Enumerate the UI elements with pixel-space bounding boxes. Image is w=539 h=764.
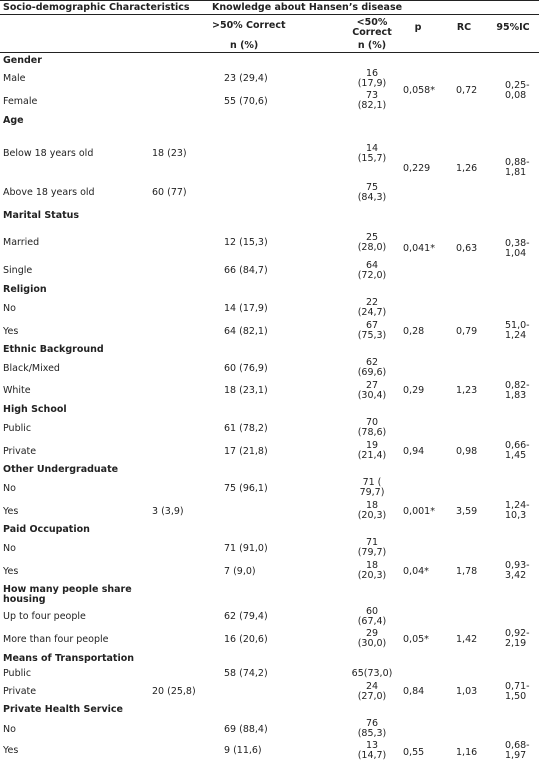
row-tr-private-ic-1: 0,71- [505, 681, 530, 692]
row-private-hs-lt-1: 19 [365, 440, 379, 451]
row-private-hs-p: 0,94 [403, 446, 425, 457]
top-rule [0, 0, 539, 1]
row-ug-yes-label: Yes [3, 506, 19, 517]
row-tr-private-rc: 1,03 [456, 686, 478, 697]
row-public-hs-label: Public [3, 423, 32, 434]
row-rel-yes-lt-2: (75,3) [357, 330, 387, 341]
row-tr-private-label: Private [3, 686, 37, 697]
row-ug-yes-lt-2: (20,3) [357, 510, 387, 521]
row-age-ic-1: 0,88- [505, 157, 530, 168]
row-tr-private-p: 0,84 [403, 686, 425, 697]
section-paid: Paid Occupation [3, 524, 90, 535]
section-ethnic: Ethnic Background [3, 344, 104, 355]
row-ug-yes-rc: 3,59 [456, 506, 478, 517]
row-white-lt-2: (30,4) [357, 390, 387, 401]
row-marital-rc: 0,63 [456, 243, 478, 254]
row-rel-no-lt-2: (24,7) [357, 307, 387, 318]
row-tr-private-ic-2: 1,50 [505, 691, 527, 702]
row-paid-yes-ic-2: 3,42 [505, 570, 527, 581]
header-lt50-line2: Correct [352, 27, 392, 38]
row-marital-ic-2: 1,04 [505, 248, 527, 259]
row-ug-no-lt-2: 79,7) [359, 487, 385, 498]
row-single-lt-1: 64 [365, 260, 379, 271]
row-more4-lt-1: 29 [365, 628, 379, 639]
row-single-label: Single [3, 265, 33, 276]
row-more4-p: 0,05* [403, 634, 429, 645]
section-highschool: High School [3, 404, 67, 415]
row-paid-no-label: No [3, 543, 16, 554]
row-gender-p: 0,058* [403, 85, 435, 96]
row-ph-yes-label: Yes [3, 745, 19, 756]
row-rel-no-label: No [3, 303, 16, 314]
row-ug-yes-ic-1: 1,24- [505, 500, 530, 511]
row-tr-public-lt: 65(73,0) [351, 668, 393, 679]
row-more4-label: More than four people [3, 634, 109, 645]
row-paid-yes-lt-2: (20,3) [357, 570, 387, 581]
row-single-gt: 66 (84,7) [224, 265, 268, 276]
row-public-hs-lt-1: 70 [365, 417, 379, 428]
row-ph-no-lt-2: (85,3) [357, 728, 387, 739]
row-rel-yes-lt-1: 67 [365, 320, 379, 331]
row-ph-no-label: No [3, 724, 16, 735]
row-below18-label: Below 18 years old [3, 148, 94, 159]
row-black-lt-2: (69,6) [357, 367, 387, 378]
row-white-rc: 1,23 [456, 385, 478, 396]
row-more4-rc: 1,42 [456, 634, 478, 645]
row-tr-public-gt: 58 (74,2) [224, 668, 268, 679]
row-paid-no-lt-1: 71 [365, 537, 379, 548]
row-public-hs-gt: 61 (78,2) [224, 423, 268, 434]
header-rule-2 [0, 52, 539, 53]
row-paid-yes-gt: 7 (9,0) [224, 566, 256, 577]
row-upto4-lt-1: 60 [365, 606, 379, 617]
row-married-label: Married [3, 237, 40, 248]
row-rel-yes-p: 0,28 [403, 326, 425, 337]
row-white-lt-1: 27 [365, 380, 379, 391]
row-paid-yes-lt-1: 18 [365, 560, 379, 571]
row-private-hs-gt: 17 (21,8) [224, 446, 268, 457]
row-black-gt: 60 (76,9) [224, 363, 268, 374]
row-ug-no-lt-1: 71 ( [362, 477, 382, 488]
header-ic: 95%IC [496, 22, 530, 33]
row-married-lt-1: 25 [365, 232, 379, 243]
row-upto4-label: Up to four people [3, 611, 86, 622]
section-housing-2: housing [3, 594, 46, 605]
row-rel-no-lt-1: 22 [365, 297, 379, 308]
row-male-lt-1: 16 [365, 68, 379, 79]
header-lt50-line1: <50% [356, 17, 388, 28]
row-private-hs-rc: 0,98 [456, 446, 478, 457]
row-female-gt: 55 (70,6) [224, 96, 268, 107]
row-age-ic-2: 1,81 [505, 167, 527, 178]
row-below18-extra: 18 (23) [152, 148, 187, 159]
row-age-rc: 1,26 [456, 163, 478, 174]
row-age-p: 0,229 [403, 163, 431, 174]
row-paid-yes-label: Yes [3, 566, 19, 577]
header-rule-1 [0, 14, 539, 15]
header-n-pct-1: n (%) [230, 40, 259, 51]
row-ph-yes-lt-1: 13 [365, 740, 379, 751]
section-religion: Religion [3, 284, 47, 295]
row-gender-rc: 0,72 [456, 85, 478, 96]
row-male-gt: 23 (29,4) [224, 73, 268, 84]
row-more4-lt-2: (30,0) [357, 638, 387, 649]
section-gender: Gender [3, 55, 42, 66]
header-gt50: >50% Correct [212, 20, 286, 31]
row-paid-yes-rc: 1,78 [456, 566, 478, 577]
section-health: Private Health Service [3, 704, 123, 715]
row-upto4-lt-2: (67,4) [357, 616, 387, 627]
row-single-lt-2: (72,0) [357, 270, 387, 281]
row-white-ic-1: 0,82- [505, 380, 530, 391]
row-black-lt-1: 62 [365, 357, 379, 368]
row-white-label: White [3, 385, 31, 396]
row-below18-lt-2: (15,7) [357, 153, 387, 164]
row-private-hs-ic-1: 0,66- [505, 440, 530, 451]
row-female-lt-2: (82,1) [357, 100, 387, 111]
row-married-lt-2: (28,0) [357, 242, 387, 253]
row-female-label: Female [3, 96, 38, 107]
section-age: Age [3, 115, 24, 126]
header-p: p [414, 22, 422, 33]
section-marital: Marital Status [3, 210, 80, 221]
row-above18-lt-2: (84,3) [357, 192, 387, 203]
row-rel-yes-ic-1: 51,0- [505, 320, 530, 331]
row-marital-ic-1: 0,38- [505, 238, 530, 249]
row-male-lt-2: (17,9) [357, 78, 387, 89]
row-tr-public-label: Public [3, 668, 32, 679]
row-rel-yes-gt: 64 (82,1) [224, 326, 268, 337]
row-ug-yes-extra: 3 (3,9) [152, 506, 184, 517]
row-private-hs-label: Private [3, 446, 37, 457]
row-private-hs-lt-2: (21,4) [357, 450, 387, 461]
row-paid-yes-p: 0,04* [403, 566, 429, 577]
row-male-label: Male [3, 73, 26, 84]
header-rc: RC [456, 22, 472, 33]
row-paid-no-gt: 71 (91,0) [224, 543, 268, 554]
row-ug-no-label: No [3, 483, 16, 494]
row-rel-yes-ic-2: 1,24 [505, 330, 527, 341]
header-characteristics: Socio-demographic Characteristics [3, 2, 190, 13]
row-rel-yes-rc: 0,79 [456, 326, 478, 337]
section-undergrad: Other Undergraduate [3, 464, 119, 475]
row-gender-ic-1: 0,25- [505, 80, 530, 91]
row-ph-yes-gt: 9 (11,6) [224, 745, 262, 756]
row-ph-yes-ic-2: 1,97 [505, 750, 527, 761]
section-housing-1: How many people share [3, 584, 132, 595]
row-white-ic-2: 1,83 [505, 390, 527, 401]
row-paid-yes-ic-1: 0,93- [505, 560, 530, 571]
row-marital-p: 0,041* [403, 243, 435, 254]
row-above18-label: Above 18 years old [3, 187, 95, 198]
row-tr-private-lt-1: 24 [365, 681, 379, 692]
row-ph-no-lt-1: 76 [365, 718, 379, 729]
header-knowledge: Knowledge about Hansen’s disease [212, 2, 403, 13]
row-more4-ic-1: 0,92- [505, 628, 530, 639]
row-black-label: Black/Mixed [3, 363, 60, 374]
row-rel-yes-label: Yes [3, 326, 19, 337]
header-n-pct-2: n (%) [357, 40, 387, 51]
row-rel-no-gt: 14 (17,9) [224, 303, 268, 314]
row-ug-yes-ic-2: 10,3 [505, 510, 527, 521]
row-tr-private-extra: 20 (25,8) [152, 686, 196, 697]
section-transport: Means of Transportation [3, 653, 135, 664]
row-married-gt: 12 (15,3) [224, 237, 268, 248]
row-above18-extra: 60 (77) [152, 187, 187, 198]
row-ph-yes-lt-2: (14,7) [357, 750, 387, 761]
row-private-hs-ic-2: 1,45 [505, 450, 527, 461]
row-below18-lt-1: 14 [365, 143, 379, 154]
row-white-p: 0,29 [403, 385, 425, 396]
row-white-gt: 18 (23,1) [224, 385, 268, 396]
row-ph-yes-ic-1: 0,68- [505, 740, 530, 751]
row-more4-ic-2: 2,19 [505, 638, 527, 649]
row-above18-lt-1: 75 [365, 182, 379, 193]
row-ug-yes-lt-1: 18 [365, 500, 379, 511]
row-ug-no-gt: 75 (96,1) [224, 483, 268, 494]
row-upto4-gt: 62 (79,4) [224, 611, 268, 622]
row-ug-yes-p: 0,001* [403, 506, 435, 517]
row-paid-no-lt-2: (79,7) [357, 547, 387, 558]
row-ph-yes-rc: 1,16 [456, 747, 478, 758]
row-public-hs-lt-2: (78,6) [357, 427, 387, 438]
row-tr-private-lt-2: (27,0) [357, 691, 387, 702]
row-more4-gt: 16 (20,6) [224, 634, 268, 645]
row-ph-yes-p: 0,55 [403, 747, 425, 758]
row-female-lt-1: 73 [365, 90, 379, 101]
row-ph-no-gt: 69 (88,4) [224, 724, 268, 735]
row-gender-ic-2: 0,08 [505, 90, 527, 101]
